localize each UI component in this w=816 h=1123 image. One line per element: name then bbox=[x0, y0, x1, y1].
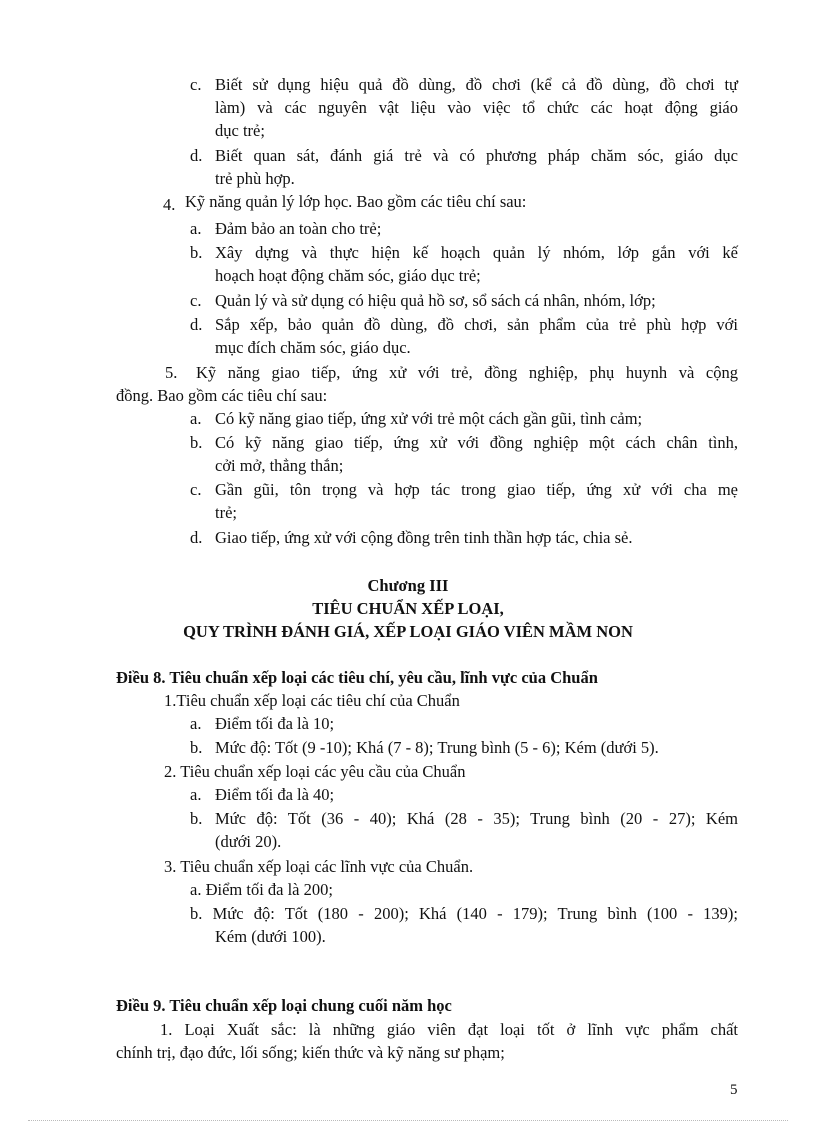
section-heading: Kỹ năng quản lý lớp học. Bao gồm các tiêu chí sau: bbox=[185, 192, 527, 211]
chapter-label: Chương III bbox=[367, 576, 449, 595]
list-item-line: cởi mở, thẳng thắn; bbox=[215, 456, 344, 475]
list-marker: c. bbox=[190, 480, 202, 499]
article-heading: Điều 8. Tiêu chuẩn xếp loại các tiêu chí, yêu cầu, lĩnh vực của Chuẩn bbox=[116, 668, 598, 687]
list-item-line: trẻ; bbox=[215, 503, 237, 522]
subsection-heading: 1.Tiêu chuẩn xếp loại các tiêu chí của Chuẩn bbox=[164, 691, 460, 710]
section-heading: Kỹ năng giao tiếp, ứng xử với trẻ, đồng nghiệp, phụ huynh và cộng bbox=[196, 363, 738, 382]
list-marker: b. bbox=[190, 243, 203, 262]
list-item-line: làm) và các nguyên vật liệu vào việc tổ chức các hoạt động giáo bbox=[215, 98, 738, 117]
list-marker: d. bbox=[190, 528, 203, 547]
page-number: 5 bbox=[730, 1082, 738, 1098]
article-heading: Điều 9. Tiêu chuẩn xếp loại chung cuối năm học bbox=[116, 996, 452, 1015]
list-item-line: Mức độ: Tốt (9 -10); Khá (7 - 8); Trung bình (5 - 6); Kém (dưới 5). bbox=[215, 738, 659, 757]
list-item-line: Đảm bảo an toàn cho trẻ; bbox=[215, 219, 382, 238]
list-marker: a. bbox=[190, 409, 202, 428]
footer-divider bbox=[28, 1120, 788, 1121]
list-item-line: a. Điểm tối đa là 200; bbox=[190, 880, 333, 899]
section-number: 4. bbox=[163, 195, 176, 214]
list-marker: c. bbox=[190, 75, 202, 94]
list-marker: d. bbox=[190, 146, 203, 165]
list-marker: b. bbox=[190, 738, 203, 757]
list-marker: d. bbox=[190, 315, 203, 334]
list-marker: c. bbox=[190, 291, 202, 310]
list-item-line: hoạch hoạt động chăm sóc, giáo dục trẻ; bbox=[215, 266, 481, 285]
list-item-line: Sắp xếp, bảo quản đồ dùng, đồ chơi, sản phẩm của trẻ phù hợp với bbox=[215, 315, 738, 334]
list-item-line: Giao tiếp, ứng xử với cộng đồng trên tinh thần hợp tác, chia sẻ. bbox=[215, 528, 633, 547]
subsection-heading: 3. Tiêu chuẩn xếp loại các lĩnh vực của Chuẩn. bbox=[164, 857, 474, 876]
subsection-heading: 2. Tiêu chuẩn xếp loại các yêu cầu của Chuẩn bbox=[164, 762, 466, 781]
list-item-line: Có kỹ năng giao tiếp, ứng xử với đồng nghiệp một cách chân tình, bbox=[215, 433, 738, 452]
list-item-line: Quản lý và sử dụng có hiệu quả hồ sơ, sổ sách cá nhân, nhóm, lớp; bbox=[215, 291, 656, 310]
paragraph-line: 1. Loại Xuất sắc: là những giáo viên đạt loại tốt ở lĩnh vực phẩm chất bbox=[160, 1020, 738, 1039]
list-item-line: dục trẻ; bbox=[215, 121, 265, 140]
list-item-line: Biết quan sát, đánh giá trẻ và có phương pháp chăm sóc, giáo dục bbox=[215, 146, 738, 165]
paragraph-line: chính trị, đạo đức, lối sống; kiến thức và kỹ năng sư phạm; bbox=[116, 1043, 505, 1062]
chapter-title: TIÊU CHUẨN XẾP LOẠI, bbox=[312, 599, 504, 618]
list-marker: b. bbox=[190, 809, 203, 828]
list-item-line: Điểm tối đa là 10; bbox=[215, 714, 335, 733]
list-marker: a. bbox=[190, 219, 202, 238]
list-item-line: Có kỹ năng giao tiếp, ứng xử với trẻ một cách gần gũi, tình cảm; bbox=[215, 409, 643, 428]
list-item-line: (dưới 20). bbox=[215, 832, 282, 851]
list-marker: a. bbox=[190, 714, 202, 733]
list-item-line: Xây dựng và thực hiện kế hoạch quản lý nhóm, lớp gắn với kế bbox=[215, 243, 738, 262]
list-item-line: Mức độ: Tốt (36 - 40); Khá (28 - 35); Trung bình (20 - 27); Kém bbox=[215, 809, 738, 828]
list-marker: a. bbox=[190, 785, 202, 804]
list-item-line: mục đích chăm sóc, giáo dục. bbox=[215, 338, 411, 357]
list-item-line: Điểm tối đa là 40; bbox=[215, 785, 335, 804]
list-item-line: trẻ phù hợp. bbox=[215, 169, 295, 188]
list-item-line: Biết sử dụng hiệu quả đồ dùng, đồ chơi (kể cả đồ dùng, đồ chơi tự bbox=[215, 75, 738, 94]
section-heading: đồng. Bao gồm các tiêu chí sau: bbox=[116, 386, 328, 405]
list-item-line: Gần gũi, tôn trọng và hợp tác trong giao tiếp, ứng xử với cha mẹ bbox=[215, 480, 738, 499]
list-item-line: Kém (dưới 100). bbox=[215, 927, 326, 946]
section-number: 5. bbox=[165, 363, 178, 382]
list-marker: b. bbox=[190, 433, 203, 452]
chapter-title: QUY TRÌNH ĐÁNH GIÁ, XẾP LOẠI GIÁO VIÊN MẦM NON bbox=[183, 622, 633, 641]
list-item-line: b. Mức độ: Tốt (180 - 200); Khá (140 - 179); Trung bình (100 - 139); bbox=[190, 904, 738, 923]
